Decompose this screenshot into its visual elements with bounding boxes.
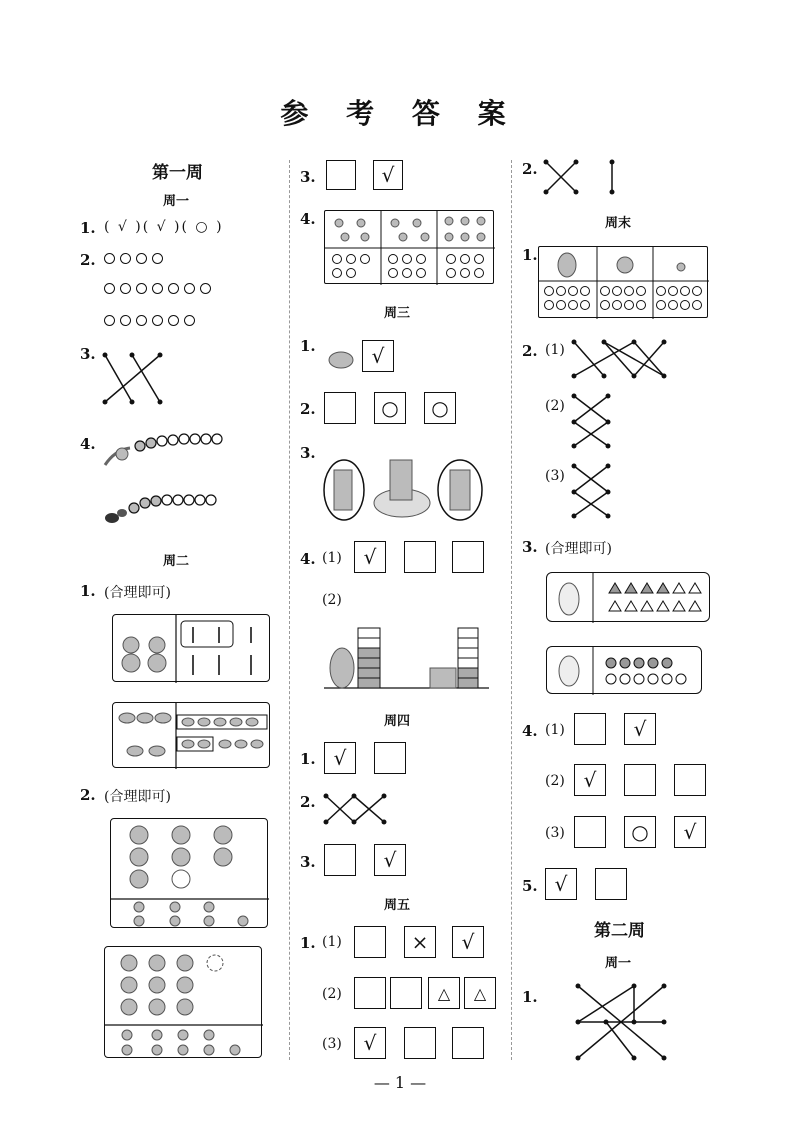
shape-panel xyxy=(546,646,702,694)
shape-panel xyxy=(546,572,710,622)
question-number: 1. xyxy=(300,750,316,768)
part-label: (1) xyxy=(322,550,342,566)
answer-box xyxy=(452,1027,484,1059)
circle-row xyxy=(104,315,200,326)
day-heading: 周五 xyxy=(384,898,411,913)
part-label: (2) xyxy=(545,398,565,414)
flower-panel xyxy=(324,210,494,284)
question-number: 2. xyxy=(522,342,538,360)
answer-box: √ xyxy=(452,926,484,958)
answer-box: ○ xyxy=(624,816,656,848)
cactus-picture xyxy=(322,445,487,525)
question-number: 4. xyxy=(80,435,96,453)
question-number: 1. xyxy=(80,582,96,600)
column-divider xyxy=(511,160,512,1060)
circle-row xyxy=(104,283,216,294)
question-number: 3. xyxy=(522,538,538,556)
answer-box: △ xyxy=(464,977,496,1009)
question-number: 2. xyxy=(522,160,538,178)
answer-note: (合理即可) xyxy=(104,585,171,601)
answer-box xyxy=(674,764,706,796)
matching-lines xyxy=(542,158,622,196)
part-label: (1) xyxy=(322,934,342,950)
answer-box xyxy=(595,868,627,900)
part-label: (1) xyxy=(545,722,565,738)
answer-box: ○ xyxy=(424,392,456,424)
answer-box: √ xyxy=(374,844,406,876)
part-label: (3) xyxy=(545,468,565,484)
question-number: 5. xyxy=(522,877,538,895)
grouping-panel xyxy=(112,614,270,682)
question-number: 3. xyxy=(300,444,316,462)
part-label: (3) xyxy=(545,825,565,841)
page-title: 参 考 答 案 xyxy=(280,97,520,130)
week-heading: 第二周 xyxy=(594,921,645,941)
question-number: 2. xyxy=(80,251,96,269)
question-number: 4. xyxy=(522,722,538,740)
height-comparison-picture xyxy=(324,628,489,690)
question-number: 2. xyxy=(300,793,316,811)
column-divider xyxy=(289,160,290,1060)
answer-box xyxy=(354,926,386,958)
answer-box xyxy=(326,160,356,190)
day-heading: 周末 xyxy=(605,216,632,231)
part-label: (2) xyxy=(322,592,342,608)
question-number: 4. xyxy=(300,210,316,228)
part-label: (3) xyxy=(322,1036,342,1052)
answer-note: (合理即可) xyxy=(545,541,612,557)
question-number: 3. xyxy=(300,853,316,871)
answer-box: × xyxy=(404,926,436,958)
week-heading: 第一周 xyxy=(152,163,203,183)
day-heading: 周二 xyxy=(163,554,190,569)
day-heading: 周四 xyxy=(384,714,411,729)
ant-picture xyxy=(100,488,230,528)
question-number: 1. xyxy=(80,219,96,237)
answer-note: (合理即可) xyxy=(104,789,171,805)
question-number: 4. xyxy=(300,550,316,568)
answer-box xyxy=(374,742,406,774)
matching-lines xyxy=(570,392,620,452)
matching-lines xyxy=(570,338,670,380)
answer-box: √ xyxy=(354,1027,386,1059)
question-number: 1. xyxy=(300,337,316,355)
answer-box xyxy=(404,1027,436,1059)
answer-box: √ xyxy=(324,742,356,774)
question-number: 2. xyxy=(80,786,96,804)
day-heading: 周三 xyxy=(384,306,411,321)
answer-box xyxy=(574,816,606,848)
answer-box xyxy=(574,713,606,745)
question-number: 2. xyxy=(300,400,316,418)
matching-lines xyxy=(570,462,620,522)
circle-row xyxy=(104,253,168,264)
answer-box xyxy=(390,977,422,1009)
answer-box: √ xyxy=(545,868,577,900)
day-heading: 周一 xyxy=(605,956,632,971)
answer-box: √ xyxy=(624,713,656,745)
answer-box: √ xyxy=(574,764,606,796)
answer-box xyxy=(404,541,436,573)
question-number: 1. xyxy=(522,246,538,264)
bird-picture xyxy=(326,345,356,371)
answer-box xyxy=(624,764,656,796)
question-number: 3. xyxy=(300,168,316,186)
part-label: (1) xyxy=(545,342,565,358)
answer-box: △ xyxy=(428,977,460,1009)
answer-box: √ xyxy=(354,541,386,573)
part-label: (2) xyxy=(545,773,565,789)
answer-box: ○ xyxy=(374,392,406,424)
answer-box xyxy=(354,977,386,1009)
answer-box: √ xyxy=(362,340,394,372)
caterpillar-picture xyxy=(100,430,230,470)
part-label: (2) xyxy=(322,986,342,1002)
page-number: — 1 — xyxy=(373,1073,427,1092)
answer-box: √ xyxy=(373,160,403,190)
answer-box xyxy=(324,392,356,424)
fruit-panel xyxy=(538,246,708,318)
apple-panel xyxy=(104,946,262,1058)
question-number: 1. xyxy=(300,934,316,952)
answer-box xyxy=(452,541,484,573)
question-number: 3. xyxy=(80,345,96,363)
matching-lines xyxy=(100,350,170,410)
day-heading: 周一 xyxy=(163,194,190,209)
peach-panel xyxy=(110,818,268,928)
matching-lines xyxy=(572,980,672,1062)
question-number: 1. xyxy=(522,988,538,1006)
answer-box xyxy=(324,844,356,876)
answer-box: √ xyxy=(674,816,706,848)
matching-lines xyxy=(322,792,392,828)
grouping-panel xyxy=(112,702,270,768)
answer-text: ( √ )( √ )( ○ ) xyxy=(104,219,224,235)
